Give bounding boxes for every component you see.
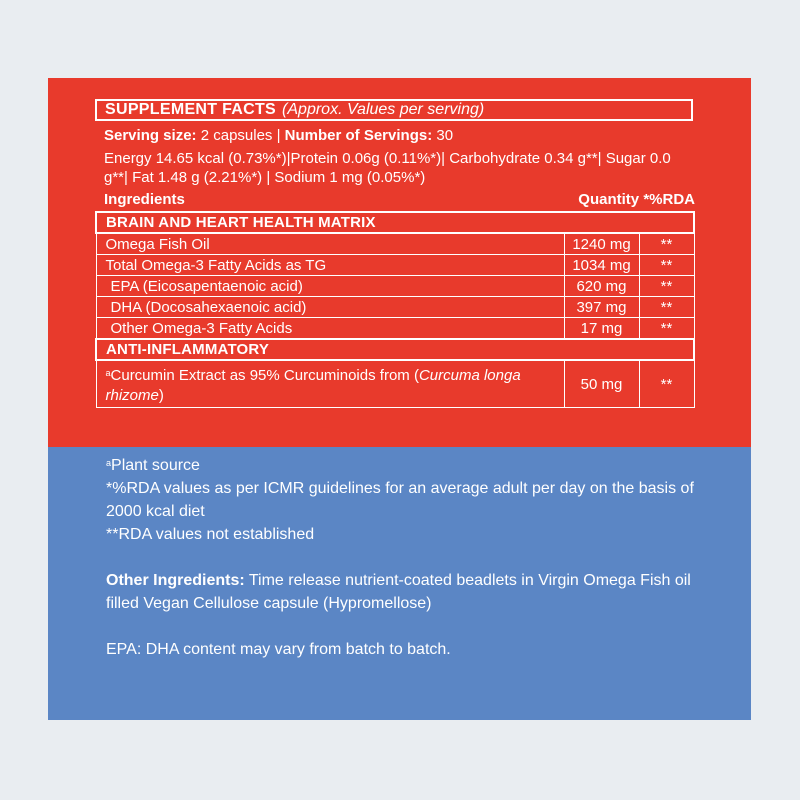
other-ingredients <box>106 569 706 615</box>
table-row <box>96 255 694 276</box>
section-title: BRAIN AND HEART HEALTH MATRIX <box>96 212 694 233</box>
rda-not-established-note: **RDA values not established <box>106 526 315 543</box>
serving-info <box>104 126 697 145</box>
table-row <box>96 297 694 318</box>
quantity-rda-heading <box>578 190 695 209</box>
facts-subtitle: (Approx. Values per serving) <box>282 101 485 118</box>
facts-title: SUPPLEMENT FACTS <box>105 101 277 118</box>
superscript-a: a <box>106 458 112 468</box>
section-title: ANTI-INFLAMMATORY <box>96 339 694 360</box>
plant-source-text: Plant source <box>111 457 200 474</box>
ingredient-qty: 50 mg <box>564 360 639 408</box>
ingredient-name: Other Omega-3 Fatty Acids <box>96 318 564 340</box>
supplement-facts <box>95 99 697 408</box>
ingredient-rda: ** <box>639 360 694 408</box>
epa-dha-note: EPA: DHA content may vary from batch to batch. <box>106 641 451 658</box>
servings-value: 30 <box>436 127 454 144</box>
ingredients-heading: Ingredients <box>104 191 185 208</box>
footnotes <box>106 452 706 661</box>
ingredient-name: Total Omega-3 Fatty Acids as TG <box>96 255 564 276</box>
table-row <box>96 360 694 408</box>
table-row <box>96 318 694 340</box>
ingredient-name: Omega Fish Oil <box>96 233 564 255</box>
ingredients-header <box>95 190 697 209</box>
section-row <box>96 212 694 233</box>
ingredient-rda: ** <box>639 233 694 255</box>
ingredient-qty: 17 mg <box>564 318 639 340</box>
table-row <box>96 233 694 255</box>
facts-title-bar <box>95 99 693 121</box>
ingredient-qty: 620 mg <box>564 276 639 297</box>
serving-size-value: 2 capsules | <box>200 127 281 144</box>
table-row <box>96 276 694 297</box>
servings-label: Number of Servings: <box>284 127 433 144</box>
ingredient-rda: ** <box>639 255 694 276</box>
quantity-heading: Quantity <box>578 191 640 208</box>
ingredient-qty: 1034 mg <box>564 255 639 276</box>
ingredient-name-italic: Curcuma longa rhizome <box>105 366 521 404</box>
section-row <box>96 339 694 360</box>
ingredient-name <box>96 360 564 408</box>
ingredient-qty: 397 mg <box>564 297 639 318</box>
rda-note: *%RDA values as per ICMR guidelines for an average adult per day on the basis of 2000 kcal diet <box>106 480 694 520</box>
ingredient-rda: ** <box>639 318 694 340</box>
serving-size-label: Serving size: <box>104 127 197 144</box>
ingredient-rda: ** <box>639 297 694 318</box>
plant-source-note <box>106 452 706 477</box>
ingredient-name-part: Curcumin Extract as 95% Curcuminoids from ( <box>110 366 419 384</box>
other-ingredients-text: Time release nutrient-coated beadlets in Virgin Omega Fish oil filled Vegan Cellulose capsule (Hypromellose) <box>106 572 691 612</box>
nutrition-summary: Energy 14.65 kcal (0.73%*)|Protein 0.06g (0.11%*)| Carbohydrate 0.34 g**| Sugar 0.0 g**| Fat 1.48 g (2.21%*) | Sodium 1 mg (0.05%*) <box>104 150 671 186</box>
ingredient-qty: 1240 mg <box>564 233 639 255</box>
ingredient-name: DHA (Docosahexaenoic acid) <box>96 297 564 318</box>
rda-heading: *%RDA <box>643 191 695 208</box>
ingredient-name-end: ) <box>158 386 164 404</box>
other-ingredients-label: Other Ingredients: <box>106 572 245 589</box>
ingredient-rda: ** <box>639 276 694 297</box>
superscript-a: a <box>105 367 111 378</box>
ingredients-table <box>95 211 695 408</box>
ingredient-name: EPA (Eicosapentaenoic acid) <box>96 276 564 297</box>
